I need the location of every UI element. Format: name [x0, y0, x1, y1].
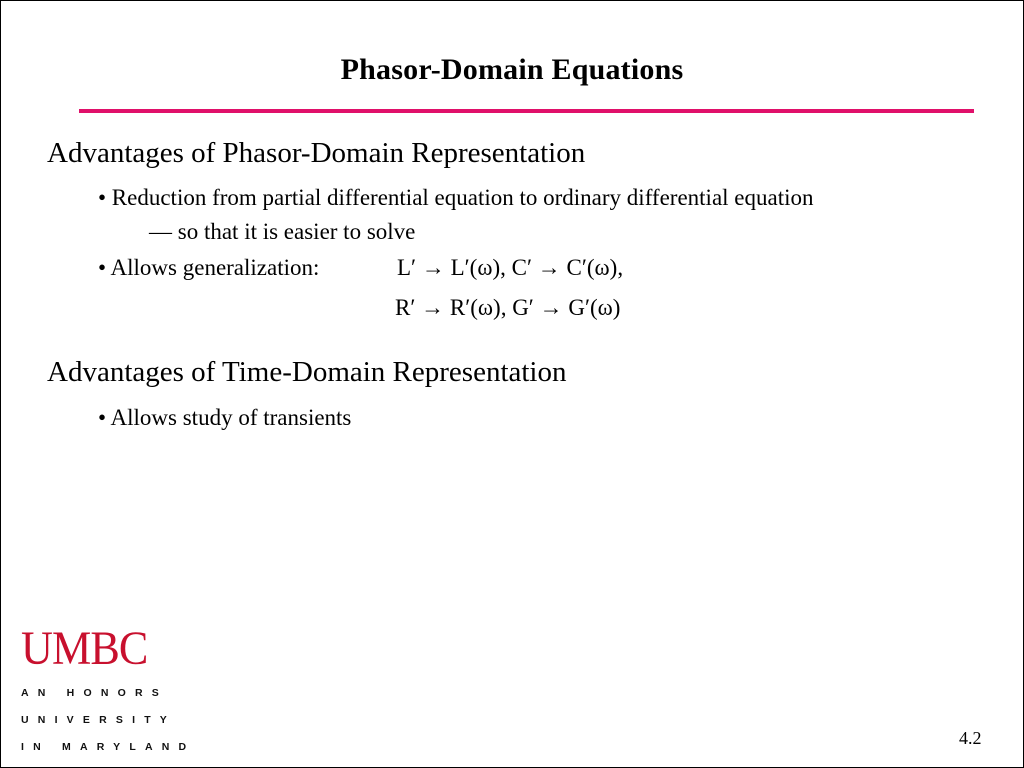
generalization-math-line-1: L′ → L′(ω), C′ → C′(ω),: [397, 255, 624, 280]
section-heading-time: Advantages of Time-Domain Representation: [47, 356, 567, 388]
section-heading-phasor: Advantages of Phasor-Domain Representation: [47, 137, 586, 169]
bullet-reduction-continuation: — so that it is easier to solve: [149, 219, 416, 244]
page-number: 4.2: [959, 728, 982, 748]
umbc-wordmark: UMBC: [21, 622, 148, 675]
slide-title: Phasor-Domain Equations: [340, 53, 684, 86]
bullet-generalization: • Allows generalization:: [98, 255, 320, 280]
title-underline: [79, 109, 974, 113]
logo-tagline-2: UNIVERSITY: [21, 714, 177, 726]
logo-tagline-3: IN MARYLAND: [21, 741, 196, 753]
bullet-reduction: • Reduction from partial differential equation to ordinary differential equation: [98, 185, 814, 210]
logo-tagline-1: AN HONORS: [21, 687, 168, 699]
umbc-logo: [21, 623, 195, 753]
generalization-math-line-2: R′ → R′(ω), G′ → G′(ω): [395, 295, 621, 320]
bullet-transients: • Allows study of transients: [98, 405, 352, 430]
